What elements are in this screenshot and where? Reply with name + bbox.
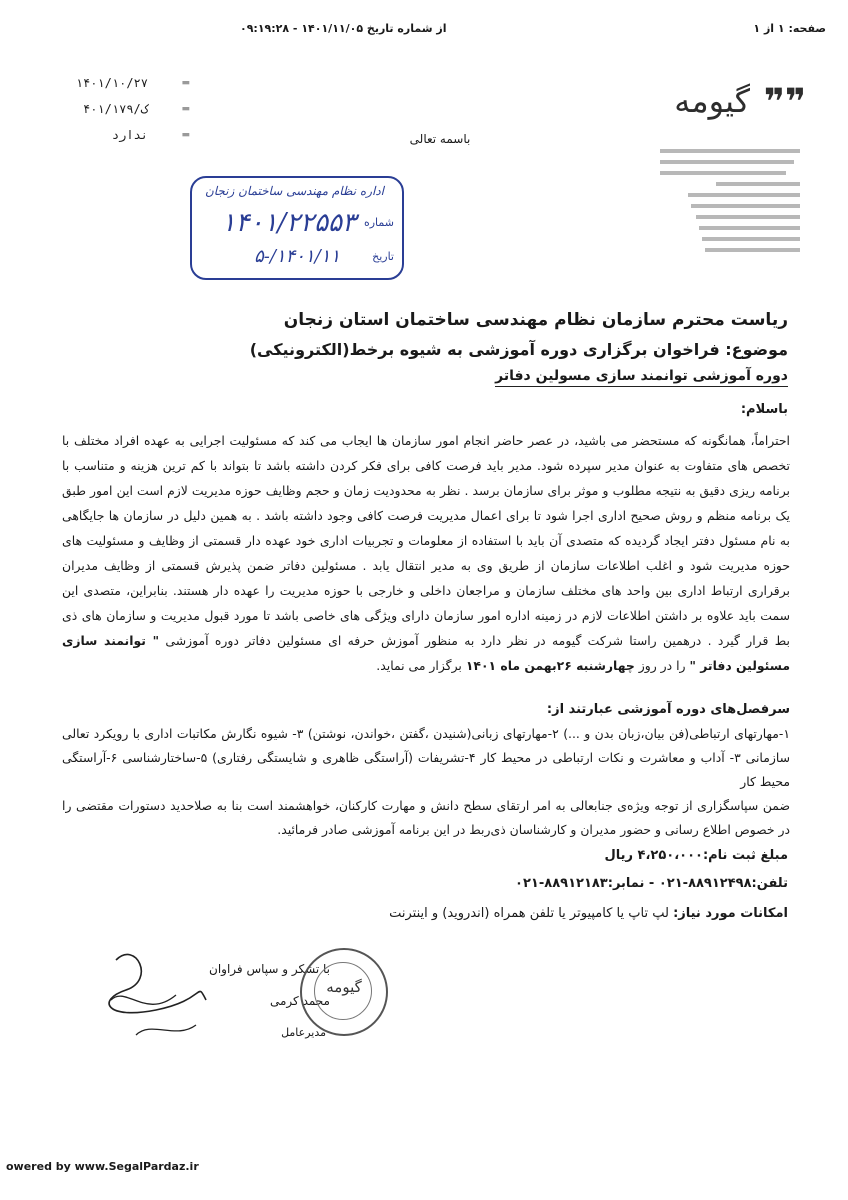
meta-number-label: ▬ [181,104,190,114]
body-paragraph: احتراماً، همانگونه که مستحضر می باشید، در عصر حاضر انجام امور سازمان ها ایجاب می کند که مسئولیت اجرایی به عهده افراد مختلف با تخصص های متفاوت به عنوان مدیر سپرده شود. مدیر باید فرصت کافی برای فکر کردن داشته باشد تا بتواند با کم ترین هزینه و متناسب با برنامه ریزی دقیق به نتیجه مطلوب و موثر برای سازمان برسد . نظر به محدودیت زمان و حجم وظایف حوزه مدیریت لازم است این امور طبق یک برنامه منظم و روش صحیح اداری اجرا شود تا برای اعمال مدیریت فرصت کافی وجود داشته باشد . به همین دلیل در سازمان ها جایگاهی به نام مسئول دفتر ایجاد گردیده که متصدی آن باید با استفاده از معلومات و تجربیات اداری خود عهده دار قسمتی از وظایف و مسئولیت های حوزه مدیریت شود و اغلب اطلاعات سازمان از طریق وی به مدیر انتقال یابد . مسئولین دفاتر ضمن پذیرش قسمتی از وظایف مدیران برقراری ارتباط اداری بین واحد های مختلف سازمان و مراجعان داخلی و خارجی با حوزه مدیریت را عهده دار هستند. بنابراین، متصدی این سمت باید علاوه بر داشتن اطلاعات لازم در زمینه اداره امور سازمان دارای ویژگی های خاصی باشد تا مورد قبول مدیریت و سازمان های ذی بط قرار گیرد . درهمین راستا شرکت گیومه در نظر دارد به منظور آموزش حرفه ای مسئولین دفاتر دوره آموزشی [62,433,790,648]
registration-stamp-title: اداره نظام مهندسی ساختمان زنجان [204,184,384,198]
quote-marks-icon: ❞❞ [763,82,806,123]
registration-stamp [190,176,404,280]
topics-title: سرفصل‌های دوره آموزشی عبارتند از: [546,702,790,717]
signer-name: محمد کرمی [270,994,330,1008]
meta-date-row [40,70,190,96]
registration-date: ۱۴۰۱/۱۱/-۵ [254,246,340,267]
topics-list [62,722,790,842]
registration-number: ۱۴۰۱/۲۲۵۵۳ [221,208,356,238]
system-stamp: از شماره تاریخ ۱۴۰۱/۱۱/۰۵ - ۰۹:۱۹:۲۸ [240,22,447,35]
top-bar [0,22,848,42]
registration-number-label: شماره [363,216,394,229]
company-logo [600,68,810,128]
bismillah: باسمه تعالی [409,132,471,146]
page-indicator: صفحه: ۱ از ۱ [753,22,826,35]
requirements-value: لپ تاپ یا کامپیوتر یا تلفن همراه (اندروید) و اینترنت [389,906,674,921]
info-line [660,171,786,175]
schedule-date: چهارشنبه ۲۶بهمن ماه ۱۴۰۱ [465,658,635,673]
info-line [660,160,794,164]
info-line [705,248,800,252]
meta-date-label: ▬ [181,78,190,88]
info-line [702,237,800,241]
closing-text: ضمن سپاسگزاری از توجه ویژه‌ی جنابعالی به امر ارتقای سطح دانش و مهارت کارکنان، خواهشمند است بنا به صلاحدید دستورات مقتضی را در خصوص اطلاع رسانی و حضور مدیران و کارشناسان ذی‌ربط در این برنامه آموزشی صادر فرمائید. [62,798,790,837]
course-title-text: دوره آموزشی توانمند سازی مسولین دفاتر [495,368,788,387]
signer-title: مدیرعامل [281,1026,326,1039]
signature-thanks: با تشکر و سپاس فراوان [209,962,330,976]
registration-date-label: تاریخ [372,250,394,263]
course-title [68,368,788,384]
info-line [660,149,800,153]
info-line [699,226,800,230]
meta-number-row [40,96,190,122]
meta-attachment-label: ▬ [181,130,190,140]
seal-logo: گیومه [326,978,362,996]
meta-date: ۱۴۰۱/۱۰/۲۷ [75,76,148,90]
subject: موضوع: فراخوان برگزاری دوره آموزشی به شیوه برخط(الکترونیکی) [249,340,788,359]
schedule-suffix: برگزار می نماید. [376,658,466,673]
contact-phone: تلفن:۸۸۹۱۲۴۹۸-۰۲۱ - نمابر:۸۸۹۱۲۱۸۳-۰۲۱ [515,876,788,891]
company-info-block [660,142,800,259]
meta-attachment: ندارد [111,128,148,142]
schedule-prefix: را در روز [634,658,690,673]
signature-scribble-icon [96,940,216,1050]
letter-meta [40,70,190,148]
meta-number: ۴۰۱/۱۷۹/ک [82,102,148,116]
course-quote: " توانمند سازی مسئولین دفاتر " [62,633,790,673]
info-line [696,215,800,219]
info-line [688,193,800,197]
requirements [389,906,788,921]
registration-fee: مبلغ ثبت نام:۴،۲۵۰،۰۰۰ ریال [604,848,788,863]
meta-attachment-row [40,122,190,148]
requirements-label: امکانات مورد نیاز: [673,906,788,921]
addressee: ریاست محترم سازمان نظام مهندسی ساختمان استان زنجان [283,310,788,330]
footer-powered-by: owered by www.SegalPardaz.ir [6,1160,199,1173]
info-line [716,182,800,186]
greeting: باسلام: [740,402,788,417]
info-line [691,204,800,208]
company-seal [300,948,388,1036]
logo-text: گیومه [674,82,750,120]
topics-text: ۱-مهارتهای ارتباطی(فن بیان،زبان بدن و ...) ۲-مهارتهای زبانی(شنیدن ،گفتن ،خواندن، نوشتن) ۳- شیوه نگارش مکاتبات اداری با رویکرد تعالی سازمانی ۳- آداب و معاشرت و نکات ارتباطی در محیط کار ۴-تشریفات (آراستگی ظاهری و شایستگی رفتاری) ۵-ساختارشناسی ۶-آراستگی محیط کار [62,726,791,789]
letter-body [62,428,790,678]
